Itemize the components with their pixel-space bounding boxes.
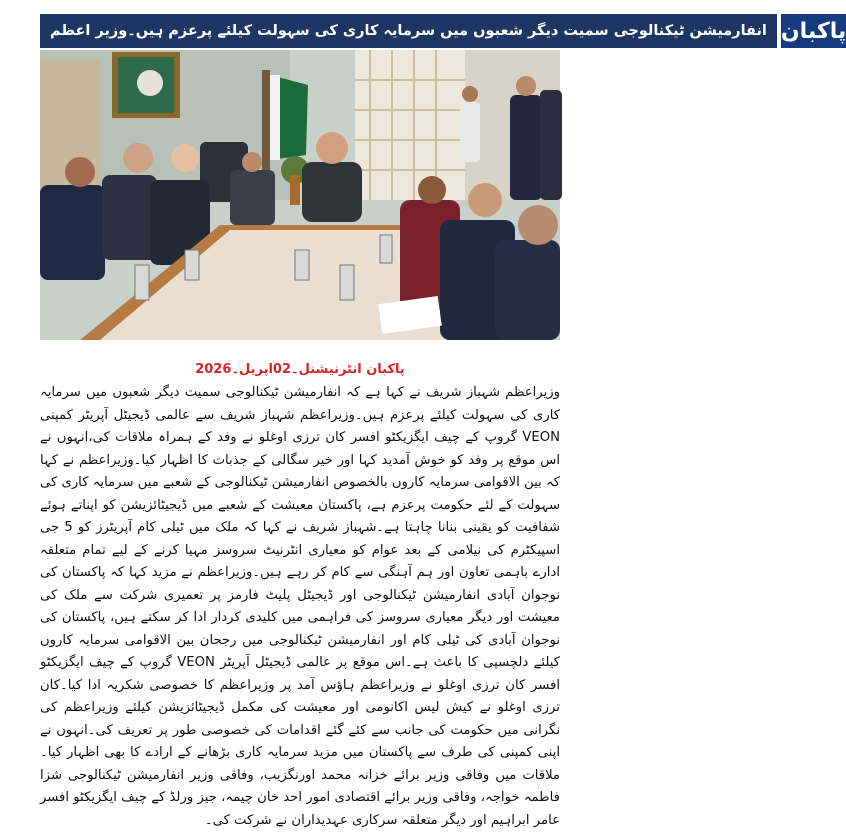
article-body: وزیراعظم شہباز شریف نے کہا ہے کہ انفارمیشن ٹیکنالوجی سمیت دیگر شعبوں میں سرمایہ کاری کی سہولت کیلئے پرعزم ہیں۔وزیراعظم شہباز شریف سے عالمی ڈیجیٹل آپریٹر کمپنی VEON گروپ کے چیف ایگزیکٹو افسر کان ترزی اوغلو نے وفد کے ہمراہ ملاقات کی،انہوں نے اس موقع پر وفد کو خوش آمدید کہا اور خیر سگالی کے جذبات کا اظہار کیا۔وزیراعظم نے کہا کہ بین الاقوامی سرمایہ کاروں بالخصوص انفارمیشن ٹیکنالوجی کے شعبے میں سرمایہ کاری کی سہولت کے لئے حکومت پرعزم ہے، پاکستان معیشت کے شعبے میں ڈیجیٹائزیشن کو اپناتے ہوئے شفافیت کو یقینی بنانا چاہتا ہے۔شہباز شریف نے کہا کہ ملک میں ٹیلی کام آپریٹرز کو 5 جی اسپیکٹرم کی نیلامی کے بعد عوام کو معیاری انٹرنیٹ سروسز مہیا کرنے کے لیے تمام متعلقہ ادارے باہمی تعاون اور ہم آہنگی سے کام کر رہے ہیں۔وزیراعظم نے مزید کہا کہ پاکستان کی نوجوان آبادی انفارمیشن ٹیکنالوجی اور ڈیجیٹل پلیٹ فارمز پر تعمیری شرکت سے ملک کی معیشت اور دیگر معیاری سروسز کی فراہمی میں کلیدی کردار ادا کر سکتے ہیں، پاکستان کی نوجوان آبادی کی ٹیلی کام اور انفارمیشن ٹیکنالوجی میں رجحان بین الاقوامی سرمایہ کاروں کیلئے دلچسپی کا باعث ہے۔اس موقع پر عالمی ڈیجیٹل آپریٹر VEON گروپ کے چیف ایگزیکٹو افسر کان ترزی اوغلو نے وزیراعظم ہاؤس آمد پر وزیراعظم کا خصوصی شکریہ ادا کیا۔کان ترزی اوغلو نے کیش لیس اکانومی اور معیشت کی مکمل ڈیجیٹائزیشن کیلئے وزیراعظم کی نگرانی میں حکومت کی جانب سے کئے گئے اقدامات کی خصوصی طور پر تعریف کی۔انہوں نے اپنی کمپنی کی طرف سے پاکستان میں مزید سرمایہ کاری بڑھانے کے ارادے کا بھی اظہار کیا۔ملاقات میں وفاقی وزیر برائے خزانہ محمد اورنگزیب، وفاقی وزیر انفارمیشن ٹیکنالوجی شزا فاطمہ خواجہ، وفاقی وزیر برائے اقتصادی امور احد خان چیمہ، جیز ورلڈ کے چیف ایگزیکٹو افسر عامر ابراہیم اور دیگر متعلقہ سرکاری عہدیداران نے شرکت کی۔	[40, 385, 560, 828]
meeting-photo-illustration	[40, 50, 560, 340]
meeting-photo	[40, 50, 560, 340]
brand-logo: پاکبان	[781, 14, 846, 48]
dateline: پاکبان انٹرنیشنل۔02اپریل۔2026	[195, 362, 405, 377]
headline-bar	[40, 14, 846, 48]
headline-text: انفارمیشن ٹیکنالوجی سمیت دیگر شعبوں میں سرمایہ کاری کی سہولت کیلئے پرعزم ہیں۔وزیر اعظم	[40, 14, 777, 48]
